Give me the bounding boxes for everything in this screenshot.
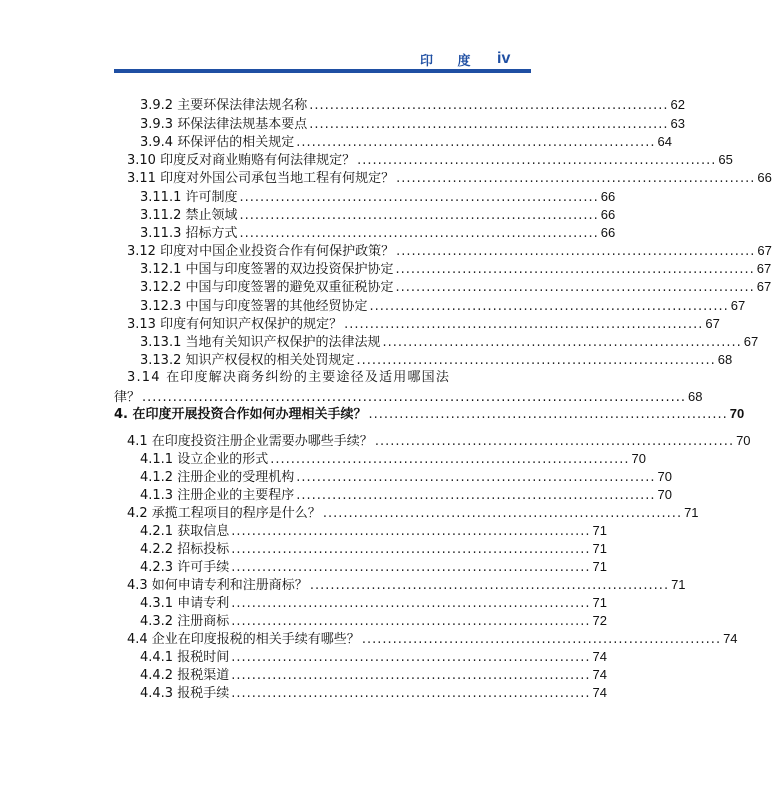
toc-entry[interactable] (140, 540, 607, 558)
header-rule (114, 69, 531, 73)
toc-entry-page: 65 (718, 152, 733, 167)
toc-entry-label-line2: 律？ (114, 390, 141, 405)
toc-entry[interactable] (127, 576, 686, 594)
toc-entry[interactable] (140, 450, 646, 468)
toc-entry[interactable] (140, 188, 616, 206)
leader-dots: ...................................................................... (239, 208, 599, 223)
toc-entry[interactable] (127, 630, 738, 648)
leader-dots: ...................................................................... (361, 632, 722, 647)
toc-entry-page: 66 (757, 170, 772, 185)
toc-entry-label-line1: 3.14 在印度解决商务纠纷的主要途径及适用哪国法 (127, 370, 451, 385)
toc-entry-page: 68 (717, 352, 733, 367)
toc-entry[interactable] (140, 115, 685, 133)
toc-entry-page: 71 (592, 559, 607, 574)
leader-dots: ...................................................................... (369, 299, 729, 314)
toc-entry-page: 67 (756, 261, 772, 276)
toc-entry-label: 3.13.1 当地有关知识产权保护的法律法规 (140, 335, 381, 350)
toc-entry[interactable] (140, 612, 607, 630)
running-header-title: 印 度 (420, 54, 481, 69)
leader-dots: ...................................................................... (396, 171, 756, 186)
toc-entry-label: 4.2.3 许可手续 (140, 560, 230, 575)
leader-dots: ...................................................................... (231, 542, 591, 557)
toc-entry-label: 3.11.2 禁止领域 (140, 208, 238, 223)
leader-dots: ...................................................................... (309, 117, 669, 132)
toc-entry-label: 4.4 企业在印度报税的相关手续有哪些？ (127, 632, 360, 647)
toc-entry[interactable] (140, 351, 733, 369)
toc-entry[interactable] (127, 315, 720, 333)
leader-dots: ...................................................................... (382, 335, 742, 350)
toc-entry-label: 4.4.3 报税手续 (140, 686, 230, 701)
leader-dots: ...................................................................... (296, 135, 656, 150)
toc-entry[interactable] (140, 558, 607, 576)
leader-dots: ...................................................................... (374, 434, 735, 449)
toc-entry-page: 63 (670, 116, 685, 131)
toc-entry[interactable] (140, 278, 772, 296)
leader-dots: ...................................................................... (296, 488, 656, 503)
toc-entry-label: 3.9.2 主要环保法律法规名称 (140, 98, 308, 113)
leader-dots: ...................................................................... (309, 98, 669, 113)
toc-entry-label: 4.4.2 报税渠道 (140, 668, 230, 683)
toc-entry[interactable] (140, 96, 685, 114)
toc-entry-page: 71 (592, 541, 607, 556)
toc-entry-page: 70 (657, 469, 672, 484)
toc-entry[interactable] (140, 648, 607, 666)
toc-entry[interactable] (140, 684, 607, 702)
toc-entry-page: 72 (592, 613, 607, 628)
toc-entry-page: 74 (592, 649, 607, 664)
leader-dots: ...................................................................... (357, 153, 717, 168)
toc-entry[interactable] (127, 432, 751, 450)
toc-entry-label: 3.11.3 招标方式 (140, 226, 238, 241)
toc-entry-label: 3.12.1 中国与印度签署的双边投资保护协定 (140, 262, 394, 277)
toc-entry-page: 67 (730, 298, 746, 313)
toc-entry-page: 70 (657, 487, 672, 502)
toc-entry-label: 3.12.2 中国与印度签署的避免双重征税协定 (140, 280, 394, 295)
toc-entry[interactable] (127, 504, 699, 522)
leader-dots: ...................................................................... (239, 226, 599, 241)
toc-entry-label: 3.11.1 许可制度 (140, 190, 238, 205)
toc-entry-page: 67 (743, 334, 759, 349)
toc-entry-label: 3.12.3 中国与印度签署的其他经贸协定 (140, 299, 368, 314)
toc-entry-page: 74 (592, 667, 607, 682)
toc-entry-label: 4.3 如何申请专利和注册商标？ (127, 578, 308, 593)
toc-entry-label: 4.4.1 报税时间 (140, 650, 230, 665)
toc-entry-label: 3.9.3 环保法律法规基本要点 (140, 117, 308, 132)
leader-dots: .......................................................................................................... (142, 390, 687, 405)
toc-entry-page: 71 (684, 505, 699, 520)
toc-entry-page: 66 (600, 207, 616, 222)
toc-entry-line2 (114, 387, 703, 407)
toc-entry-label: 4.3.2 注册商标 (140, 614, 230, 629)
leader-dots: ...................................................................... (368, 407, 728, 422)
toc-entry-page: 70 (631, 451, 646, 466)
toc-entry-label: 3.9.4 环保评估的相关规定 (140, 135, 295, 150)
toc-entry-page: 66 (600, 189, 616, 204)
toc-entry[interactable] (140, 260, 772, 278)
toc-entry[interactable] (140, 333, 759, 351)
page-number: iv (497, 50, 511, 67)
toc-entry-label: 4.1.2 注册企业的受理机构 (140, 470, 295, 485)
toc-entry-page: 71 (592, 523, 607, 538)
toc-entry-wrapped[interactable] (114, 368, 703, 407)
leader-dots: ...................................................................... (231, 614, 591, 629)
toc-entry-page: 68 (688, 389, 703, 404)
toc-entry[interactable] (140, 468, 672, 486)
toc-entry[interactable] (140, 594, 607, 612)
toc-entry-label: 4.1.1 设立企业的形式 (140, 452, 269, 467)
toc-entry-page: 67 (757, 243, 772, 258)
toc-entry[interactable] (140, 297, 746, 315)
leader-dots: ...................................................................... (231, 560, 591, 575)
toc-entry-label: 3.13.2 知识产权侵权的相关处罚规定 (140, 353, 355, 368)
toc-entry-page: 67 (705, 316, 720, 331)
leader-dots: ...................................................................... (239, 190, 599, 205)
toc-entry-page: 71 (671, 577, 686, 592)
leader-dots: ...................................................................... (322, 506, 683, 521)
toc-entry-page: 67 (756, 279, 772, 294)
toc-chapter-entry[interactable] (114, 405, 745, 423)
toc-entry-page: 70 (736, 433, 751, 448)
toc-chapter-label: 4. 在印度开展投资合作如何办理相关手续？ (114, 407, 367, 422)
toc-entry[interactable] (140, 133, 672, 151)
leader-dots: ...................................................................... (270, 452, 630, 467)
toc-entry-label: 3.13 印度有何知识产权保护的规定？ (127, 317, 343, 332)
toc-entry-page: 66 (600, 225, 616, 240)
leader-dots: ...................................................................... (231, 524, 591, 539)
toc-entry-label: 3.11 印度对外国公司承包当地工程有何规定？ (127, 171, 395, 186)
leader-dots: ...................................................................... (395, 280, 755, 295)
toc-entry-label: 4.3.1 申请专利 (140, 596, 230, 611)
toc-entry[interactable] (140, 486, 672, 504)
leader-dots: ...................................................................... (231, 668, 591, 683)
toc-entry-page: 71 (592, 595, 607, 610)
toc-entry[interactable] (127, 151, 733, 169)
toc-entry-page: 74 (723, 631, 738, 646)
toc-entry[interactable] (140, 224, 616, 242)
toc-entry[interactable] (127, 242, 772, 260)
leader-dots: ...................................................................... (356, 353, 716, 368)
toc-entry-label: 4.1 在印度投资注册企业需要办哪些手续？ (127, 434, 373, 449)
leader-dots: ...................................................................... (396, 244, 756, 259)
toc-entry-label: 3.12 印度对中国企业投资合作有何保护政策？ (127, 244, 395, 259)
leader-dots: ...................................................................... (395, 262, 755, 277)
toc-entry-label: 4.1.3 注册企业的主要程序 (140, 488, 295, 503)
toc-entry-label: 4.2.1 获取信息 (140, 524, 230, 539)
toc-entry-label: 3.10 印度反对商业贿赂有何法律规定？ (127, 153, 356, 168)
leader-dots: ...................................................................... (231, 596, 591, 611)
toc-entry-label: 4.2 承揽工程项目的程序是什么？ (127, 506, 321, 521)
toc-entry[interactable] (140, 666, 607, 684)
leader-dots: ...................................................................... (309, 578, 670, 593)
toc-entry-page: 62 (670, 97, 685, 112)
toc-entry-page: 74 (592, 685, 607, 700)
toc-entry[interactable] (140, 206, 616, 224)
leader-dots: ...................................................................... (231, 686, 591, 701)
leader-dots: ...................................................................... (231, 650, 591, 665)
toc-entry-page: 64 (657, 134, 672, 149)
leader-dots: ...................................................................... (296, 470, 656, 485)
toc-entry[interactable] (127, 169, 772, 187)
toc-chapter-page: 70 (729, 406, 745, 421)
toc-entry[interactable] (140, 522, 607, 540)
leader-dots: ...................................................................... (344, 317, 704, 332)
toc-entry-label: 4.2.2 招标投标 (140, 542, 230, 557)
